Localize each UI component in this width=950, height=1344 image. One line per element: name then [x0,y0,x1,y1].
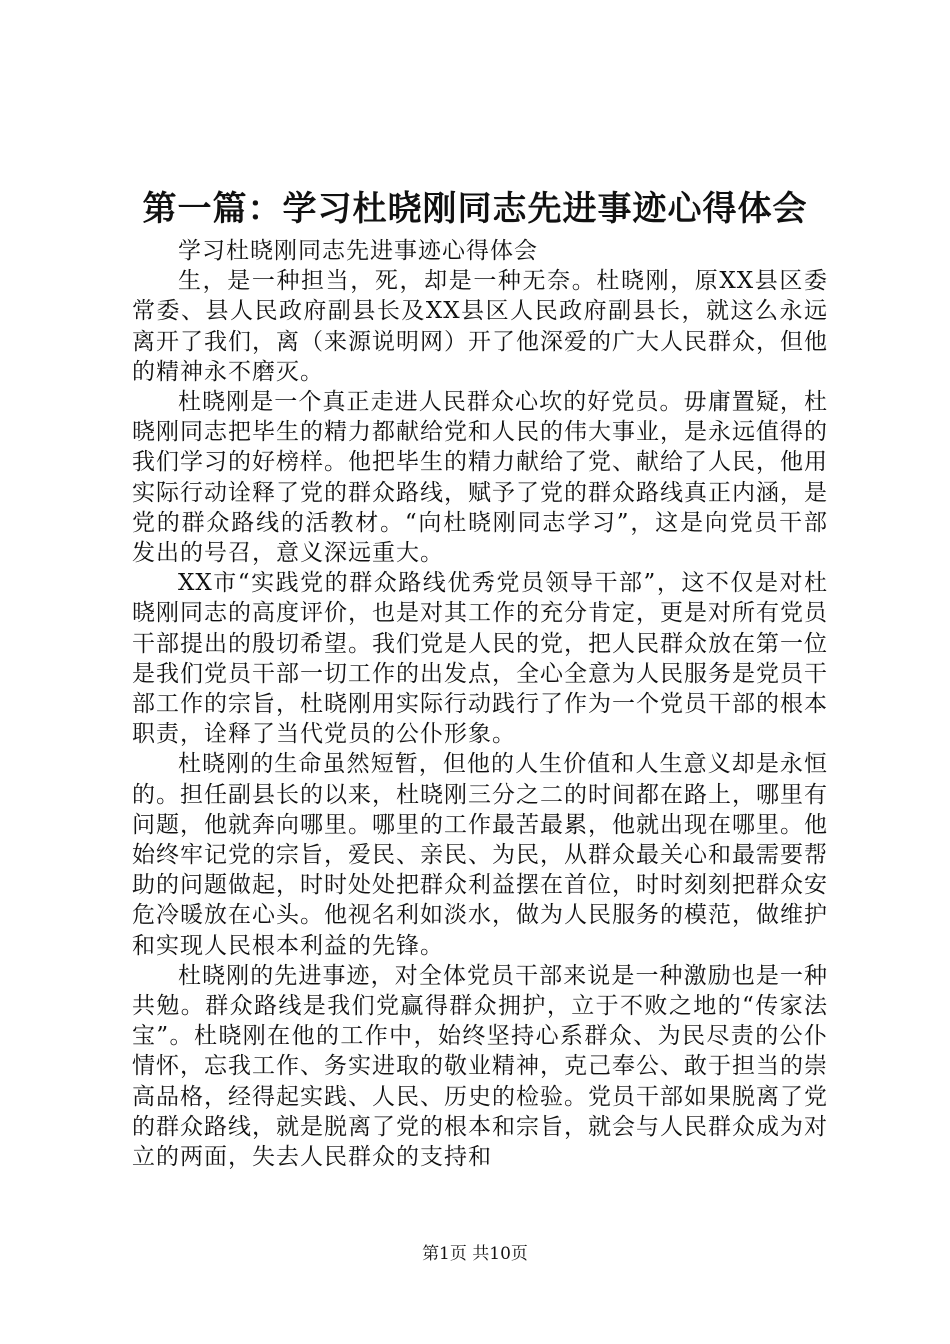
document-body [132,236,828,1172]
paragraph-2: 杜晓刚是一个真正走进人民群众心坎的好党员。毋庸置疑，杜晓刚同志把毕生的精力都献给党和人民的伟大事业，是永远值得的我们学习的好榜样。他把毕生的精力献给了党、献给了人民，他用实际行动诠释了党的群众路线，赋予了党的群众路线真正内涵，是党的群众路线的活教材。“向杜晓刚同志学习”，这是向党员干部发出的号召，意义深远重大。 [132,389,828,567]
paragraph-4: 杜晓刚的生命虽然短暂，但他的人生价值和人生意义却是永恒的。担任副县长的以来，杜晓刚三分之二的时间都在路上，哪里有问题，他就奔向哪里。哪里的工作最苦最累，他就出现在哪里。他始终牢记党的宗旨，爱民、亲民、为民，从群众最关心和最需要帮助的问题做起，时时处处把群众利益摆在首位，时时刻刻把群众安危冷暖放在心头。他视名利如淡水，做为人民服务的模范，做维护和实现人民根本利益的先锋。 [132,751,828,959]
page-number-footer: 第1页 共10页 [422,1244,528,1264]
document-title: 第一篇：学习杜晓刚同志先进事迹心得体会 [142,189,808,229]
paragraph-3: XX市“实践党的群众路线优秀党员领导干部”，这不仅是对杜晓刚同志的高度评价，也是对其工作的充分肯定，更是对所有党员干部提出的殷切希望。我们党是人民的党，把人民群众放在第一位是我们党员干部一切工作的出发点，全心全意为人民服务是党员干部工作的宗旨，杜晓刚用实际行动践行了作为一个党员干部的根本职责，诠释了当代党员的公仆形象。 [132,570,828,748]
document-subtitle: 学习杜晓刚同志先进事迹心得体会 [178,238,538,264]
paragraph-1: 生，是一种担当，死，却是一种无奈。杜晓刚，原XX县区委常委、县人民政府副县长及XX县区人民政府副县长，就这么永远离开了我们，离（来源说明网）开了他深爱的广大人民群众，但他的精神永不磨灭。 [132,268,828,385]
paragraph-5: 杜晓刚的先进事迹，对全体党员干部来说是一种激励也是一种共勉。群众路线是我们党赢得群众拥护，立于不败之地的“传家法宝”。杜晓刚在他的工作中，始终坚持心系群众、为民尽责的公仆情怀，忘我工作、务实进取的敬业精神，克己奉公、敢于担当的崇高品格，经得起实践、人民、历史的检验。党员干部如果脱离了党的群众路线，就是脱离了党的根本和宗旨，就会与人民群众成为对立的两面，失去人民群众的支持和 [132,962,828,1171]
